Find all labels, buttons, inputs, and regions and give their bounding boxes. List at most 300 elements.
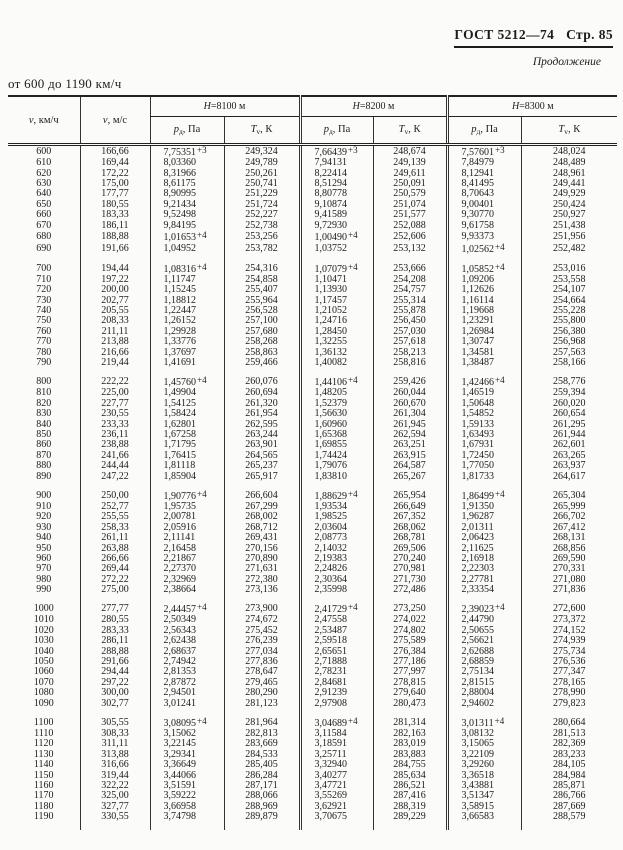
exponent: +4 bbox=[495, 376, 505, 386]
table-cell: 1,44106+4 bbox=[300, 376, 373, 388]
table-cell: 1180 bbox=[33, 801, 54, 812]
table-cell: 1,56630 bbox=[300, 409, 373, 419]
temperature-unit: , К bbox=[408, 124, 421, 135]
table-cell: 277,347 bbox=[521, 667, 617, 677]
table-cell: 254,208 bbox=[373, 275, 447, 285]
table-header bbox=[8, 96, 617, 145]
table-cell: 261,944 bbox=[521, 430, 617, 440]
table-cell: 281,513 bbox=[521, 729, 617, 739]
table-cell: 940 bbox=[36, 532, 52, 544]
table-cell: 610 bbox=[36, 158, 52, 169]
table-cell: 1020 bbox=[33, 625, 54, 636]
table-cell: 920 bbox=[36, 512, 52, 523]
table-cell: 267,299 bbox=[224, 502, 300, 512]
table-cell: 265,267 bbox=[373, 471, 447, 481]
table-cell: 2,05916 bbox=[150, 523, 224, 533]
table-row bbox=[8, 626, 617, 636]
altitude-symbol: H bbox=[352, 101, 360, 112]
gost-number: ГОСТ 5212—74 bbox=[454, 27, 555, 42]
table-row bbox=[8, 490, 617, 502]
table-cell: 1,28450 bbox=[300, 327, 373, 337]
table-cell: 1,83810 bbox=[300, 471, 373, 481]
table-cell: 640 bbox=[36, 189, 52, 200]
table-cell: 252,738 bbox=[224, 220, 300, 230]
table-cell: 3,74798 bbox=[150, 812, 224, 822]
col-header-temperature-8100 bbox=[224, 117, 300, 145]
table-cell: 255,964 bbox=[224, 296, 300, 306]
table-cell: 278,165 bbox=[521, 678, 617, 688]
table-cell: 9,52498 bbox=[150, 210, 224, 220]
table-cell: 1,60960 bbox=[300, 419, 373, 429]
table-cell: 970 bbox=[36, 564, 52, 575]
table-cell: 274,022 bbox=[373, 615, 447, 625]
exponent: +4 bbox=[495, 262, 505, 272]
table-cell: 249,929 bbox=[521, 189, 617, 199]
table-cell: 3,01241 bbox=[150, 698, 224, 708]
table-cell: 1,18812 bbox=[150, 296, 224, 306]
table-cell: 251,229 bbox=[224, 189, 300, 199]
table-cell: 253,132 bbox=[373, 243, 447, 255]
gost-header bbox=[454, 27, 613, 48]
table-row bbox=[8, 145, 617, 159]
table-cell: 1,72450 bbox=[447, 451, 521, 461]
table-row bbox=[8, 781, 617, 791]
table-cell: 283,33 bbox=[80, 626, 150, 636]
table-cell: 270,156 bbox=[224, 543, 300, 553]
table-cell: 1,85904 bbox=[150, 471, 224, 481]
table-cell: 8,80778 bbox=[300, 189, 373, 199]
table-cell: 268,856 bbox=[521, 543, 617, 553]
table-cell: 269,431 bbox=[224, 533, 300, 543]
table-cell: 266,66 bbox=[80, 554, 150, 564]
table-cell: 302,77 bbox=[80, 698, 150, 708]
table-cell: 780 bbox=[36, 347, 52, 358]
table-cell: 3,11584 bbox=[300, 729, 373, 739]
table-cell: 1,24716 bbox=[300, 316, 373, 326]
table-cell: 910 bbox=[36, 501, 52, 512]
table-cell: 730 bbox=[36, 295, 52, 306]
table-row bbox=[8, 760, 617, 770]
table-row bbox=[8, 200, 617, 210]
table-cell: 880 bbox=[36, 460, 52, 472]
altitude-symbol: H bbox=[511, 101, 520, 112]
table-cell: 1010 bbox=[33, 615, 54, 626]
group-spacer bbox=[8, 482, 617, 490]
table-cell: 720 bbox=[36, 285, 52, 296]
table-cell: 1,04952 bbox=[150, 243, 224, 255]
table-cell: 261,945 bbox=[373, 419, 447, 429]
table-cell: 250,424 bbox=[521, 200, 617, 210]
table-cell: 2,11625 bbox=[447, 543, 521, 553]
table-cell: 1,90776+4 bbox=[150, 490, 224, 502]
table-row bbox=[8, 667, 617, 677]
exponent: +4 bbox=[495, 242, 505, 252]
pressure-unit: , Па bbox=[480, 124, 498, 135]
table-row bbox=[8, 243, 617, 255]
table-cell: 1,41691 bbox=[150, 358, 224, 368]
table-cell: 1,76415 bbox=[150, 451, 224, 461]
table-cell: 266,702 bbox=[521, 512, 617, 522]
table-cell: 263,915 bbox=[373, 451, 447, 461]
table-cell: 279,823 bbox=[521, 698, 617, 708]
table-cell: 1110 bbox=[34, 728, 54, 739]
table-cell: 205,55 bbox=[80, 306, 150, 316]
table-cell: 270,331 bbox=[521, 564, 617, 574]
table-cell: 2,21867 bbox=[150, 554, 224, 564]
table-cell: 1,54852 bbox=[447, 409, 521, 419]
table-cell: 280,473 bbox=[373, 698, 447, 708]
table-cell: 3,40277 bbox=[300, 770, 373, 780]
table-cell: 219,44 bbox=[80, 358, 150, 368]
table-cell: 249,324 bbox=[224, 145, 300, 159]
table-cell: 1,07079+4 bbox=[300, 263, 373, 275]
table-cell: 272,600 bbox=[521, 603, 617, 615]
table-cell: 278,815 bbox=[373, 678, 447, 688]
table-cell: 180,55 bbox=[80, 200, 150, 210]
table-cell: 7,94131 bbox=[300, 158, 373, 168]
table-cell: 960 bbox=[36, 553, 52, 564]
table-row bbox=[8, 419, 617, 429]
table-cell: 262,595 bbox=[224, 419, 300, 429]
table-row bbox=[8, 231, 617, 243]
table-cell: 252,227 bbox=[224, 210, 300, 220]
table-cell: 319,44 bbox=[80, 770, 150, 780]
table-cell: 285,871 bbox=[521, 781, 617, 791]
table-cell: 286,521 bbox=[373, 781, 447, 791]
table-cell: 252,088 bbox=[373, 220, 447, 230]
table-cell: 249,789 bbox=[224, 158, 300, 168]
table-cell: 263,937 bbox=[521, 461, 617, 471]
table-cell: 257,680 bbox=[224, 327, 300, 337]
table-cell: 1,52379 bbox=[300, 399, 373, 409]
table-cell: 1,08316+4 bbox=[150, 263, 224, 275]
table-row bbox=[8, 471, 617, 481]
table-cell: 3,43881 bbox=[447, 781, 521, 791]
table-cell: 186,11 bbox=[80, 220, 150, 230]
table-cell: 249,139 bbox=[373, 158, 447, 168]
altitude-value: =8200 м bbox=[359, 101, 395, 112]
table-cell: 256,968 bbox=[521, 337, 617, 347]
table-cell: 305,55 bbox=[80, 717, 150, 729]
table-cell: 1,62801 bbox=[150, 419, 224, 429]
table-cell: 3,32940 bbox=[300, 760, 373, 770]
table-cell: 166,66 bbox=[80, 145, 150, 159]
table-cell: 250,261 bbox=[224, 168, 300, 178]
table-cell: 1,91350 bbox=[447, 502, 521, 512]
table-cell: 670 bbox=[36, 220, 52, 231]
table-cell: 770 bbox=[36, 337, 52, 348]
table-cell: 850 bbox=[36, 429, 52, 440]
table-cell: 258,863 bbox=[224, 347, 300, 357]
table-cell: 322,22 bbox=[80, 781, 150, 791]
table-body bbox=[8, 145, 617, 831]
table-cell: 169,44 bbox=[80, 158, 150, 168]
table-cell: 271,631 bbox=[224, 564, 300, 574]
table-cell: 1160 bbox=[33, 780, 54, 791]
table-cell: 286,766 bbox=[521, 791, 617, 801]
table-row bbox=[8, 337, 617, 347]
table-cell: 1,10471 bbox=[300, 275, 373, 285]
table-cell: 280,664 bbox=[521, 717, 617, 729]
table-row bbox=[8, 523, 617, 533]
exponent: +4 bbox=[495, 489, 505, 499]
table-cell: 1090 bbox=[33, 698, 54, 709]
table-cell: 2,06423 bbox=[447, 533, 521, 543]
table-cell: 230,55 bbox=[80, 409, 150, 419]
table-cell: 2,68637 bbox=[150, 646, 224, 656]
table-cell: 188,88 bbox=[80, 231, 150, 243]
table-cell: 275,589 bbox=[373, 636, 447, 646]
table-cell: 284,105 bbox=[521, 760, 617, 770]
table-cell: 211,11 bbox=[80, 327, 150, 337]
table-cell: 1080 bbox=[33, 688, 54, 699]
table-cell: 1,22447 bbox=[150, 306, 224, 316]
table-cell: 2,68859 bbox=[447, 657, 521, 667]
table-cell: 277,034 bbox=[224, 646, 300, 656]
table-cell: 1070 bbox=[33, 677, 54, 688]
table-cell: 271,836 bbox=[521, 585, 617, 595]
table-cell: 3,29260 bbox=[447, 760, 521, 770]
table-row bbox=[8, 168, 617, 178]
pressure-symbol: p bbox=[173, 124, 179, 135]
table-cell: 9,93373 bbox=[447, 231, 521, 243]
table-cell: 9,00401 bbox=[447, 200, 521, 210]
table-cell: 7,66439+3 bbox=[300, 145, 373, 159]
table-cell: 247,22 bbox=[80, 471, 150, 481]
table-cell: 257,563 bbox=[521, 347, 617, 357]
table-cell: 3,66583 bbox=[447, 812, 521, 822]
table-cell: 2,47558 bbox=[300, 615, 373, 625]
table-cell: 208,33 bbox=[80, 316, 150, 326]
table-cell: 275,00 bbox=[80, 585, 150, 595]
table-row bbox=[8, 657, 617, 667]
pressure-subscript: д bbox=[328, 127, 333, 136]
table-cell: 1,34581 bbox=[447, 347, 521, 357]
table-cell: 286,284 bbox=[224, 770, 300, 780]
table-cell: 273,136 bbox=[224, 585, 300, 595]
table-row bbox=[8, 399, 617, 409]
table-cell: 248,961 bbox=[521, 168, 617, 178]
table-cell: 2,14032 bbox=[300, 543, 373, 553]
table-cell: 291,66 bbox=[80, 657, 150, 667]
speed-kmh-unit: , км/ч bbox=[33, 114, 59, 126]
table-cell: 1,42466+4 bbox=[447, 376, 521, 388]
temperature-unit: , К bbox=[567, 124, 581, 135]
table-cell: 1,95735 bbox=[150, 502, 224, 512]
table-cell: 2,33354 bbox=[447, 585, 521, 595]
table-row bbox=[8, 189, 617, 199]
group-spacer bbox=[8, 595, 617, 603]
table-cell: 7,75351+3 bbox=[150, 145, 224, 159]
table-row bbox=[8, 533, 617, 543]
pressure-subscript: д bbox=[476, 127, 481, 136]
table-cell: 1,23291 bbox=[447, 316, 521, 326]
table-cell: 1,37697 bbox=[150, 347, 224, 357]
table-cell: 1130 bbox=[33, 749, 54, 760]
table-row bbox=[8, 636, 617, 646]
table-cell: 3,44066 bbox=[150, 770, 224, 780]
table-row bbox=[8, 750, 617, 760]
exponent: +4 bbox=[494, 716, 505, 726]
exponent: +4 bbox=[348, 489, 358, 499]
exponent: +4 bbox=[197, 376, 207, 386]
table-cell: 2,27370 bbox=[150, 564, 224, 574]
table-cell: 870 bbox=[36, 450, 52, 461]
exponent: +4 bbox=[197, 603, 207, 613]
col-header-speed-ms bbox=[80, 96, 150, 145]
continuation-label: Продолжение bbox=[532, 56, 601, 68]
table-cell: 259,466 bbox=[224, 358, 300, 368]
table-row bbox=[8, 263, 617, 275]
table-row bbox=[8, 440, 617, 450]
table-cell: 250,00 bbox=[80, 490, 150, 502]
table-cell: 650 bbox=[36, 199, 52, 210]
col-header-pressure-8100 bbox=[150, 117, 224, 145]
table-cell: 9,61758 bbox=[447, 220, 521, 230]
table-cell: 265,304 bbox=[521, 490, 617, 502]
table-cell: 267,352 bbox=[373, 512, 447, 522]
table-cell: 2,35998 bbox=[300, 585, 373, 595]
table-cell: 1120 bbox=[33, 739, 54, 750]
table-cell: 270,890 bbox=[224, 554, 300, 564]
table-cell: 268,712 bbox=[224, 523, 300, 533]
table-cell: 276,536 bbox=[521, 657, 617, 667]
table-cell: 213,88 bbox=[80, 337, 150, 347]
table-cell: 3,29341 bbox=[150, 750, 224, 760]
table-cell: 257,100 bbox=[224, 316, 300, 326]
table-cell: 1060 bbox=[33, 667, 54, 678]
table-cell: 251,956 bbox=[521, 231, 617, 243]
table-cell: 294,44 bbox=[80, 667, 150, 677]
exponent: +4 bbox=[197, 716, 207, 726]
table-cell: 283,669 bbox=[224, 739, 300, 749]
table-cell: 2,16918 bbox=[447, 554, 521, 564]
table-cell: 283,233 bbox=[521, 750, 617, 760]
table-cell: 1,15245 bbox=[150, 285, 224, 295]
table-cell: 260,076 bbox=[224, 376, 300, 388]
table-cell: 9,72930 bbox=[300, 220, 373, 230]
table-cell: 950 bbox=[36, 543, 52, 554]
table-cell: 260,694 bbox=[224, 388, 300, 398]
table-row bbox=[8, 502, 617, 512]
table-cell: 8,03360 bbox=[150, 158, 224, 168]
table-row bbox=[8, 327, 617, 337]
table-cell: 281,314 bbox=[373, 717, 447, 729]
table-cell: 2,44790 bbox=[447, 615, 521, 625]
table-cell: 248,674 bbox=[373, 145, 447, 159]
table-cell: 256,528 bbox=[224, 306, 300, 316]
group-spacer bbox=[8, 822, 617, 830]
col-header-altitude-8100 bbox=[150, 96, 300, 117]
table-cell: 2,87872 bbox=[150, 678, 224, 688]
table-cell: 1190 bbox=[33, 811, 54, 823]
table-cell: 265,999 bbox=[521, 502, 617, 512]
table-cell: 268,002 bbox=[224, 512, 300, 522]
table-cell: 1,74424 bbox=[300, 451, 373, 461]
table-cell: 268,131 bbox=[521, 533, 617, 543]
table-cell: 251,577 bbox=[373, 210, 447, 220]
table-row bbox=[8, 316, 617, 326]
table-cell: 1,33776 bbox=[150, 337, 224, 347]
table-cell: 2,50655 bbox=[447, 626, 521, 636]
table-cell: 1,17457 bbox=[300, 296, 373, 306]
table-cell: 3,22109 bbox=[447, 750, 521, 760]
table-cell: 2,78231 bbox=[300, 667, 373, 677]
table-cell: 262,594 bbox=[373, 430, 447, 440]
table-cell: 900 bbox=[36, 489, 52, 501]
table-cell: 1,03752 bbox=[300, 243, 373, 255]
table-cell: 2,32969 bbox=[150, 575, 224, 585]
table-cell: 760 bbox=[36, 326, 52, 337]
table-row bbox=[8, 388, 617, 398]
col-header-altitude-8200 bbox=[300, 96, 447, 117]
table-cell: 263,244 bbox=[224, 430, 300, 440]
table-cell: 1,71795 bbox=[150, 440, 224, 450]
table-row bbox=[8, 210, 617, 220]
table-cell: 252,482 bbox=[521, 243, 617, 255]
table-row bbox=[8, 770, 617, 780]
table-cell: 1,96287 bbox=[447, 512, 521, 522]
table-cell: 3,36649 bbox=[150, 760, 224, 770]
table-cell: 257,618 bbox=[373, 337, 447, 347]
temperature-subscript: v bbox=[404, 127, 409, 136]
table-cell: 2,03604 bbox=[300, 523, 373, 533]
table-cell: 265,237 bbox=[224, 461, 300, 471]
table-cell: 263,251 bbox=[373, 440, 447, 450]
table-cell: 261,954 bbox=[224, 409, 300, 419]
speed-ms-unit: , м/с bbox=[107, 114, 128, 126]
table-cell: 259,426 bbox=[373, 376, 447, 388]
table-row bbox=[8, 158, 617, 168]
table-cell: 2,38664 bbox=[150, 585, 224, 595]
table-cell: 8,90995 bbox=[150, 189, 224, 199]
table-cell: 2,01311 bbox=[447, 523, 521, 533]
table-cell: 244,44 bbox=[80, 461, 150, 471]
table-cell: 282,369 bbox=[521, 739, 617, 749]
table-cell: 8,70643 bbox=[447, 189, 521, 199]
table-cell: 308,33 bbox=[80, 729, 150, 739]
table-cell: 283,019 bbox=[373, 739, 447, 749]
table-cell: 277,997 bbox=[373, 667, 447, 677]
table-cell: 227,77 bbox=[80, 399, 150, 409]
table-cell: 263,901 bbox=[224, 440, 300, 450]
exponent: +4 bbox=[348, 716, 358, 726]
table-cell: 258,33 bbox=[80, 523, 150, 533]
table-row bbox=[8, 729, 617, 739]
table-cell: 810 bbox=[36, 388, 52, 399]
table-cell: 930 bbox=[36, 522, 52, 533]
table-cell: 3,15065 bbox=[447, 739, 521, 749]
pressure-symbol: p bbox=[471, 124, 477, 135]
table-cell: 325,00 bbox=[80, 791, 150, 801]
table-row bbox=[8, 296, 617, 306]
table-cell: 256,380 bbox=[521, 327, 617, 337]
table-cell: 289,879 bbox=[224, 812, 300, 822]
pressure-unit: , Па bbox=[332, 124, 351, 135]
exponent: +3 bbox=[495, 145, 505, 155]
table-cell: 2,16458 bbox=[150, 543, 224, 553]
table-cell: 2,00781 bbox=[150, 512, 224, 522]
table-cell: 222,22 bbox=[80, 376, 150, 388]
table-cell: 278,990 bbox=[521, 688, 617, 698]
table-cell: 276,239 bbox=[224, 636, 300, 646]
table-cell: 268,062 bbox=[373, 523, 447, 533]
table-cell: 172,22 bbox=[80, 168, 150, 178]
table-cell: 288,88 bbox=[80, 646, 150, 656]
table-cell: 1,32255 bbox=[300, 337, 373, 347]
table-cell: 840 bbox=[36, 419, 52, 430]
table-cell: 268,781 bbox=[373, 533, 447, 543]
